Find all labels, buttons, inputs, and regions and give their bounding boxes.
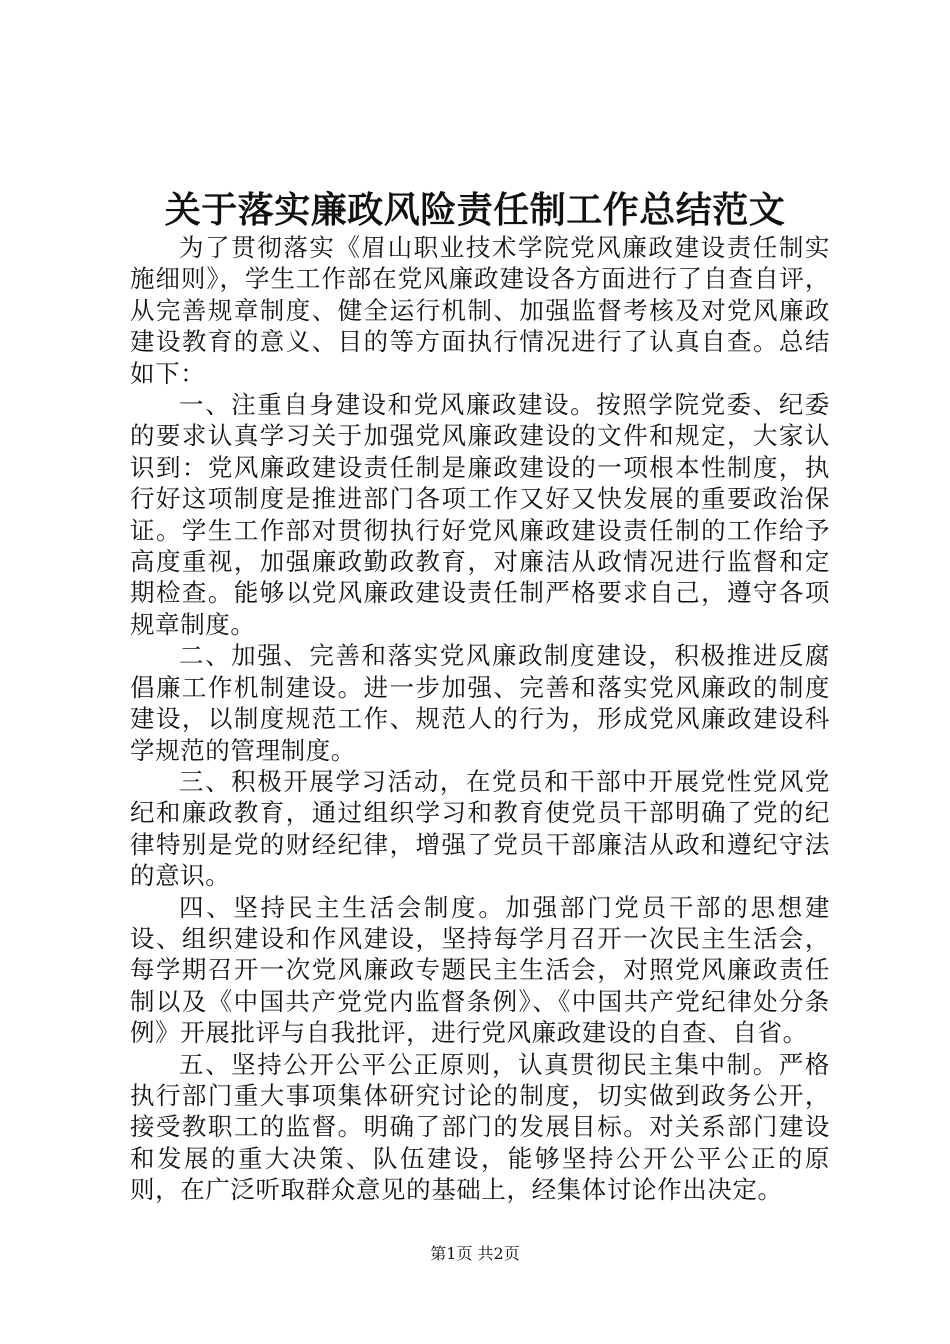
paragraph-section-1: 一、注重自身建设和党风廉政建设。按照学院党委、纪委的要求认真学习关于加强党风廉政建设的文件和规定，大家认识到：党风廉政建设责任制是廉政建设的一项根本性制度，执行好这项制度是推进部门各项工作又好又快发展的重要政治保证。学生工作部对贯彻执行好党风廉政建设责任制的工作给予高度重视，加强廉政勤政教育，对廉洁从政情况进行监督和定期检查。能够以党风廉政建设责任制严格要求自己，遵守各项规章制度。 bbox=[130, 390, 830, 639]
paragraph-section-5: 五、坚持公开公平公正原则，认真贯彻民主集中制。严格执行部门重大事项集体研究讨论的制度，切实做到政务公开，接受教职工的监督。明确了部门的发展目标。对关系部门建设和发展的重大决策、队伍建设，能够坚持公开公平公正的原则，在广泛听取群众意见的基础上，经集体讨论作出决定。 bbox=[130, 1049, 830, 1205]
document-title: 关于落实廉政风险责任制工作总结范文 bbox=[164, 189, 786, 231]
page-number-footer: 第1页 共2页 bbox=[430, 1244, 520, 1263]
paragraph-section-2: 二、加强、完善和落实党风廉政制度建设，积极推进反腐倡廉工作机制建设。进一步加强、完善和落实党风廉政的制度建设，以制度规范工作、规范人的行为，形成党风廉政建设科学规范的管理制度。 bbox=[130, 641, 830, 765]
paragraph-intro: 为了贯彻落实《眉山职业技术学院党风廉政建设责任制实施细则》，学生工作部在党风廉政建设各方面进行了自查自评，从完善规章制度、健全运行机制、加强监督考核及对党风廉政建设教育的意义、目的等方面执行情况进行了认真自查。总结如下： bbox=[130, 233, 830, 388]
document-body bbox=[130, 232, 830, 1206]
paragraph-section-3: 三、积极开展学习活动，在党员和干部中开展党性党风党纪和廉政教育，通过组织学习和教育使党员干部明确了党的纪律特别是党的财经纪律，增强了党员干部廉洁从政和遵纪守法的意识。 bbox=[130, 766, 830, 891]
paragraph-section-4: 四、坚持民主生活会制度。加强部门党员干部的思想建设、组织建设和作风建设，坚持每学月召开一次民主生活会，每学期召开一次党风廉政专题民主生活会，对照党风廉政责任制以及《中国共产党党内监督条例》、《中国共产党纪律处分条例》开展批评与自我批评，进行党风廉政建设的自查、自省。 bbox=[130, 892, 830, 1048]
